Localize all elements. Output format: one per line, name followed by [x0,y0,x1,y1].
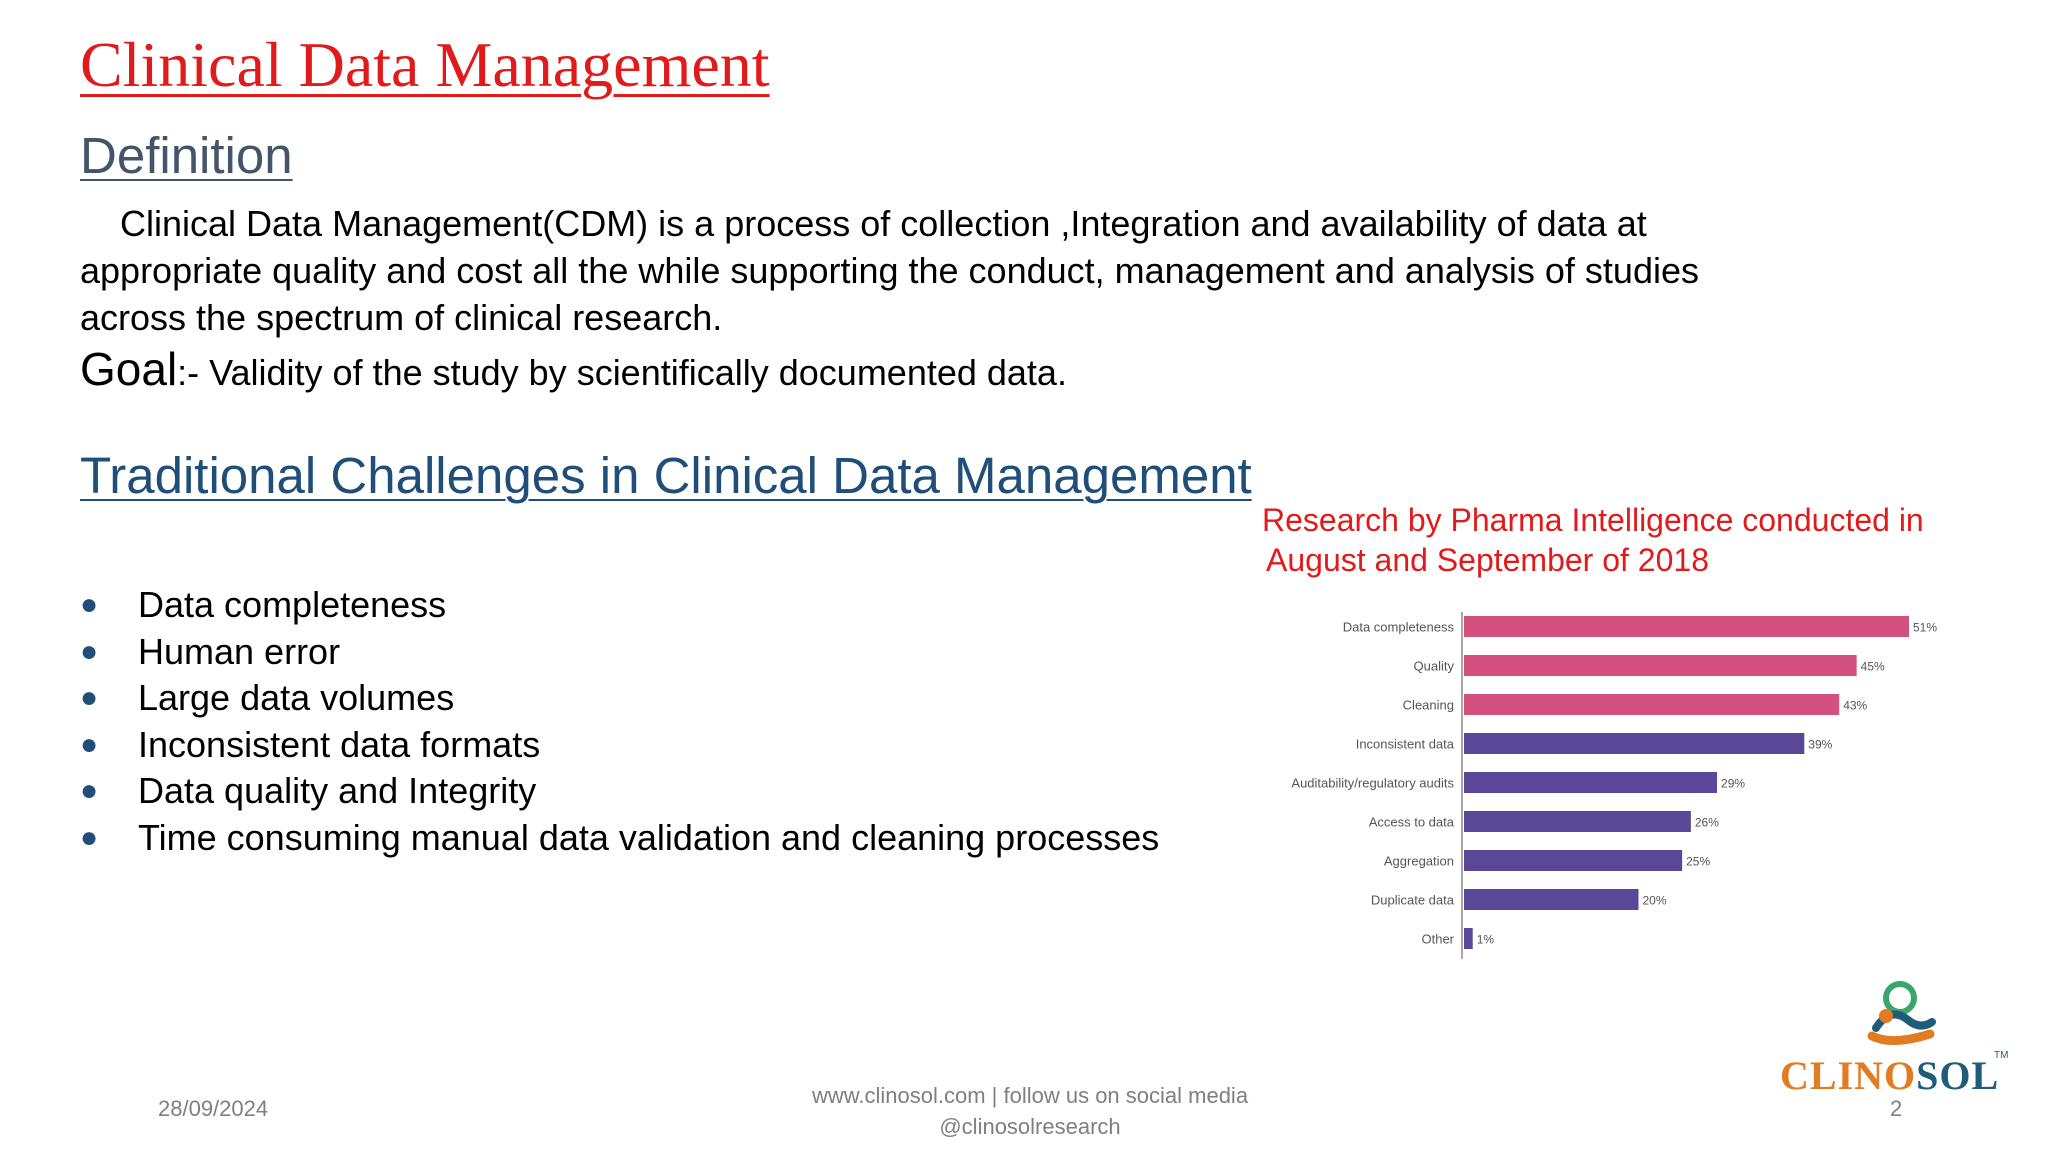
challenges-heading: Traditional Challenges in Clinical Data Management [80,447,1252,504]
list-item [80,815,1159,862]
list-item [80,722,1159,769]
goal-label: Goal [80,343,178,395]
bar [1464,772,1717,793]
list-item-text: Large data volumes [138,677,455,718]
value-label: 1% [1476,932,1495,947]
list-item-text: Human error [138,630,341,672]
bar [1464,811,1691,832]
bullet-icon: ● [80,588,99,621]
category-label: Other [1421,931,1454,947]
definition-line-2: appropriate quality and cost all the while supporting the conduct, management and analysis of studies [80,250,1699,291]
logo-wordmark [1780,1052,1999,1099]
slide-title: Clinical Data Management [80,29,770,100]
value-label: 20% [1642,893,1667,908]
list-item-text: Data completeness [138,584,447,625]
research-line-2: August and September of 2018 [1266,542,1709,578]
bullet-icon: ● [80,634,99,668]
logo-text-part1: CLINO [1780,1053,1917,1098]
list-item-text: Inconsistent data formats [138,723,541,765]
footer-website-line: www.clinosol.com | follow us on social media [811,1083,1249,1108]
bar [1464,928,1473,949]
trademark-mark: TM [1994,1050,2009,1061]
value-label: 39% [1808,737,1833,752]
category-label: Inconsistent data [1355,736,1454,752]
value-label: 51% [1913,620,1938,635]
value-label: 29% [1721,776,1746,791]
category-label: Quality [1413,658,1454,674]
bar [1464,733,1804,754]
value-label: 25% [1686,854,1711,869]
definition-line-1: Clinical Data Management(CDM) is a process of collection ,Integration and availability of data at [120,203,1647,244]
category-label: Duplicate data [1370,892,1454,908]
footer-date: 28/09/2024 [158,1096,269,1121]
bullet-icon: ● [80,774,99,807]
list-item-text: Time consuming manual data validation and cleaning processes [138,816,1160,858]
bar [1464,850,1682,871]
research-line-1: Research by Pharma Intelligence conducted in [1262,502,1924,538]
challenges-list [80,582,1159,861]
category-label: Data completeness [1342,619,1454,635]
definition-heading: Definition [80,127,293,184]
bullet-icon: ● [80,681,99,714]
challenges-bar-chart [1280,608,1960,968]
definition-paragraph [80,200,1920,341]
value-label: 26% [1694,815,1719,830]
bullet-icon: ● [80,727,99,761]
research-caption [1262,500,1924,580]
bar [1464,616,1909,637]
goal-text: :- Validity of the study by scientifically documented data. [177,352,1067,393]
category-label: Access to data [1368,814,1454,830]
value-label: 43% [1843,698,1868,713]
list-item-text: Data quality and Integrity [138,770,537,811]
footer-website [760,1080,1300,1142]
definition-line-3: across the spectrum of clinical research. [80,297,723,338]
footer-social-handle: @clinosolresearch [939,1114,1121,1139]
logo-text-part2: SOL [1916,1053,2000,1098]
goal-statement [80,342,1067,396]
list-item [80,582,1159,629]
list-item [80,629,1159,676]
bar [1464,889,1639,910]
page-number: 2 [1890,1096,1903,1121]
bar [1464,694,1839,715]
category-label: Cleaning [1402,697,1454,713]
bar [1464,655,1857,676]
category-label: Aggregation [1383,853,1454,869]
clinosol-logo [1780,976,2010,1096]
value-label: 45% [1860,659,1885,674]
clinosol-emblem-icon [1780,976,2010,1056]
bullet-icon: ● [80,820,99,854]
list-item [80,768,1159,815]
list-item [80,675,1159,722]
category-label: Auditability/regulatory audits [1291,775,1454,791]
